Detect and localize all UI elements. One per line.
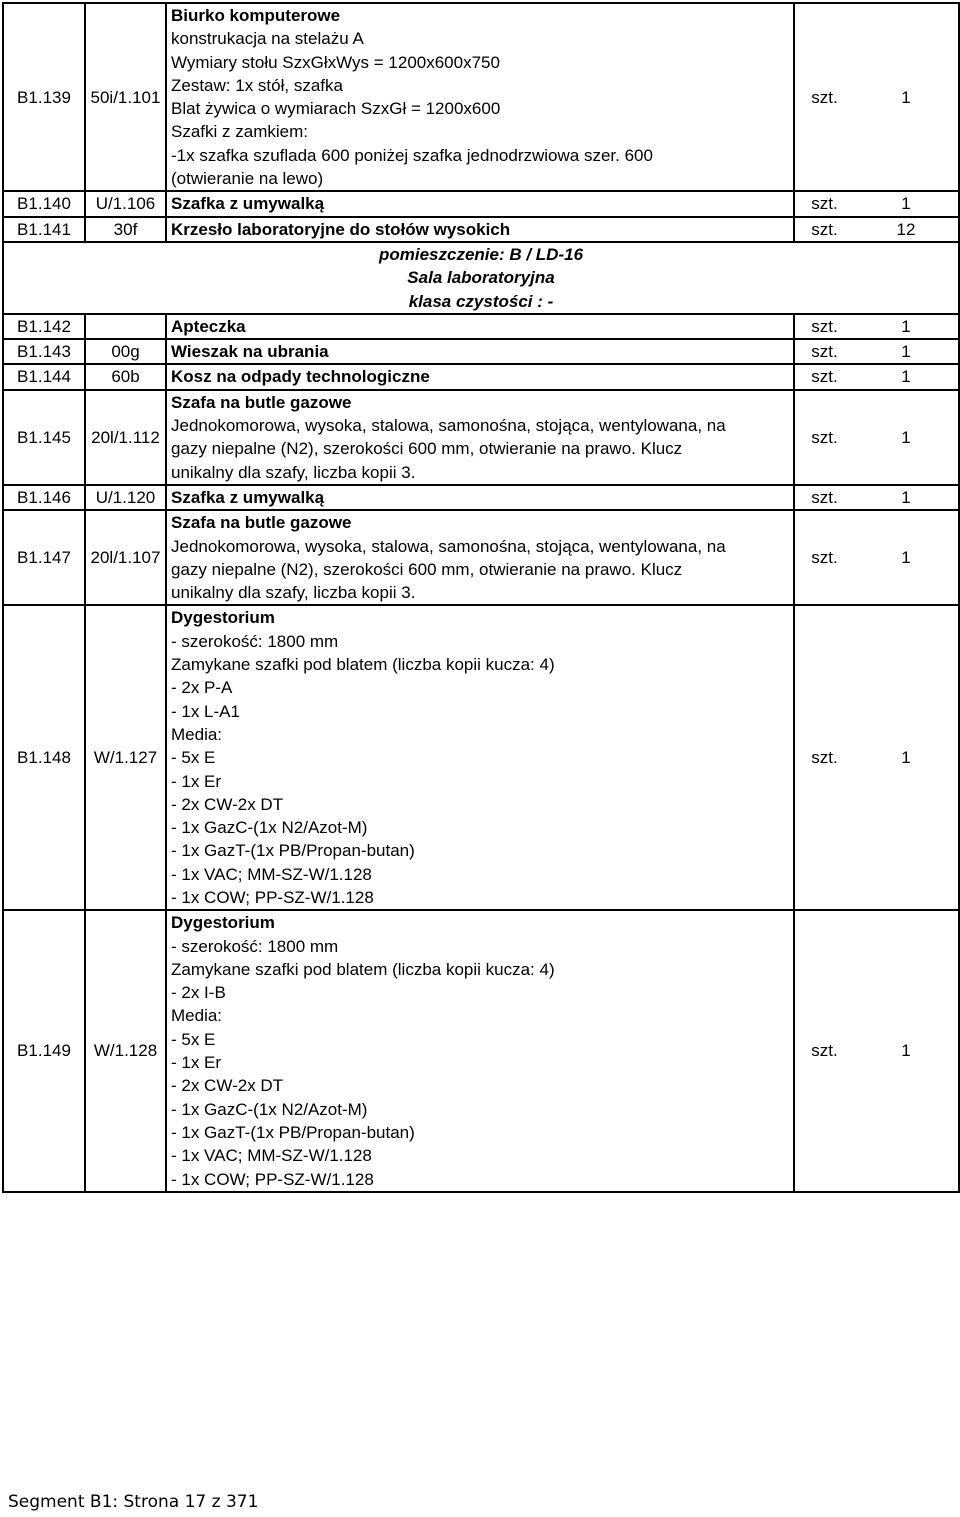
item-description-line: Blat żywica o wymiarach SzxGł = 1200x600 [171,99,501,119]
room-header-row [3,242,959,314]
item-unit: szt. [794,364,854,389]
item-unit: szt. [794,314,854,339]
table-row [3,339,959,364]
item-description-line: - 1x GazT-(1x PB/Propan-butan) [171,1122,415,1142]
item-code: B1.144 [3,364,85,389]
item-description-line: - 1x COW; PP-SZ-W/1.128 [171,1169,374,1189]
item-description-line: Szafki z zamkiem: [171,122,308,142]
item-reference: W/1.128 [85,910,166,1192]
room-header-line: Sala laboratoryjna [407,268,555,288]
item-description-line: - 2x I-B [171,983,226,1003]
item-quantity: 1 [854,510,959,605]
item-description [166,910,794,1192]
table-row [3,217,959,242]
item-description-line: Wymiary stołu SzxGłxWys = 1200x600x750 [171,52,500,72]
item-description-line: Zestaw: 1x stół, szafka [171,75,343,95]
item-unit: szt. [794,485,854,510]
item-description-line: - 1x L-A1 [171,701,240,721]
item-unit: szt. [794,339,854,364]
item-reference: U/1.106 [85,191,166,216]
item-description-line: Zamykane szafki pod blatem (liczba kopii kucza: 4) [171,959,555,979]
item-description-line: - 2x CW-2x DT [171,1076,284,1096]
item-description [166,3,794,191]
item-description-line: - 1x VAC; MM-SZ-W/1.128 [171,1146,372,1166]
item-unit: szt. [794,191,854,216]
item-reference: 50i/1.101 [85,3,166,191]
item-code: B1.139 [3,3,85,191]
item-quantity: 1 [854,3,959,191]
table-row [3,485,959,510]
item-reference: 30f [85,217,166,242]
item-quantity: 1 [854,605,959,910]
item-quantity: 12 [854,217,959,242]
item-quantity: 1 [854,910,959,1192]
room-header-line: pomieszczenie: B / LD-16 [378,244,584,264]
table-row [3,510,959,605]
item-description [166,510,794,605]
item-reference: 60b [85,364,166,389]
item-description-line: - 5x E [171,748,216,768]
item-unit: szt. [794,605,854,910]
item-description-line: - 1x GazC-(1x N2/Azot-M) [171,1099,368,1119]
table-row [3,605,959,910]
table-row [3,191,959,216]
item-description-line: Media: [171,1006,223,1026]
item-code: B1.142 [3,314,85,339]
item-description-line: konstrukacja na stelażu A [171,29,364,49]
table-row [3,3,959,191]
specification-table-body [3,3,959,1192]
room-header-line: klasa czystości : - [408,291,554,311]
item-description-line: - 1x VAC; MM-SZ-W/1.128 [171,864,372,884]
item-name: Szafka z umywalką [171,487,325,507]
item-description-line: gazy niepalne (N2), szerokości 600 mm, otwieranie na prawo. Klucz [171,439,683,459]
item-quantity: 1 [854,485,959,510]
item-description-line: - 2x CW-2x DT [171,794,284,814]
item-description-line: - szerokość: 1800 mm [171,631,339,651]
item-description-line: unikalny dla szafy, liczba kopii 3. [171,462,416,482]
item-name: Biurko komputerowe [171,6,341,25]
item-description-line: -1x szafka szuflada 600 poniżej szafka jednodrzwiowa szer. 600 [171,145,653,165]
item-code: B1.140 [3,191,85,216]
item-description [166,605,794,910]
item-name: Krzesło laboratoryjne do stołów wysokich [171,219,511,239]
item-description [166,390,794,485]
item-description-line: gazy niepalne (N2), szerokości 600 mm, otwieranie na prawo. Klucz [171,559,683,579]
table-row [3,390,959,485]
page-footer: Segment B1: Strona 17 z 371 [8,1492,259,1512]
item-description-line: - 1x COW; PP-SZ-W/1.128 [171,887,374,907]
item-name: Kosz na odpady technologiczne [171,367,430,387]
item-description-line: unikalny dla szafy, liczba kopii 3. [171,583,416,603]
item-unit: szt. [794,217,854,242]
item-description-line: Zamykane szafki pod blatem (liczba kopii kucza: 4) [171,655,555,675]
item-unit: szt. [794,390,854,485]
item-description-line: - 1x GazC-(1x N2/Azot-M) [171,818,368,838]
item-code: B1.141 [3,217,85,242]
item-quantity: 1 [854,339,959,364]
item-quantity: 1 [854,314,959,339]
item-description [166,191,794,216]
item-unit: szt. [794,510,854,605]
table-row [3,314,959,339]
item-name: Dygestorium [171,608,275,628]
item-description-line: Jednokomorowa, wysoka, stalowa, samonośna, stojąca, wentylowana, na [171,536,726,556]
item-code: B1.146 [3,485,85,510]
item-quantity: 1 [854,191,959,216]
item-reference: 00g [85,339,166,364]
item-code: B1.149 [3,910,85,1192]
item-description [166,485,794,510]
item-description [166,217,794,242]
item-name: Dygestorium [171,913,275,933]
item-description-line: Jednokomorowa, wysoka, stalowa, samonośna, stojąca, wentylowana, na [171,416,726,436]
item-description-line: - 1x Er [171,1053,222,1073]
item-name: Szafa na butle gazowe [171,513,352,533]
item-description [166,314,794,339]
item-reference: U/1.120 [85,485,166,510]
room-header [3,242,959,314]
item-code: B1.143 [3,339,85,364]
item-name: Wieszak na ubrania [171,342,329,362]
item-description-line: Media: [171,724,223,744]
item-name: Szafka z umywalką [171,194,325,214]
item-description-line: - 1x Er [171,771,222,791]
item-description-line: (otwieranie na lewo) [171,169,324,189]
item-unit: szt. [794,910,854,1192]
item-description [166,364,794,389]
table-row [3,364,959,389]
item-description-line: - 2x P-A [171,678,233,698]
table-row [3,910,959,1192]
item-reference: 20l/1.107 [85,510,166,605]
item-description-line: - 5x E [171,1029,216,1049]
item-code: B1.147 [3,510,85,605]
item-reference: 20l/1.112 [85,390,166,485]
item-code: B1.145 [3,390,85,485]
item-description-line: - 1x GazT-(1x PB/Propan-butan) [171,841,415,861]
item-name: Szafa na butle gazowe [171,392,352,412]
item-name: Apteczka [171,316,246,336]
specification-table [2,2,960,1193]
item-description-line: - szerokość: 1800 mm [171,936,339,956]
item-code: B1.148 [3,605,85,910]
item-quantity: 1 [854,364,959,389]
item-quantity: 1 [854,390,959,485]
item-reference: W/1.127 [85,605,166,910]
item-reference [85,314,166,339]
item-description [166,339,794,364]
item-unit: szt. [794,3,854,191]
